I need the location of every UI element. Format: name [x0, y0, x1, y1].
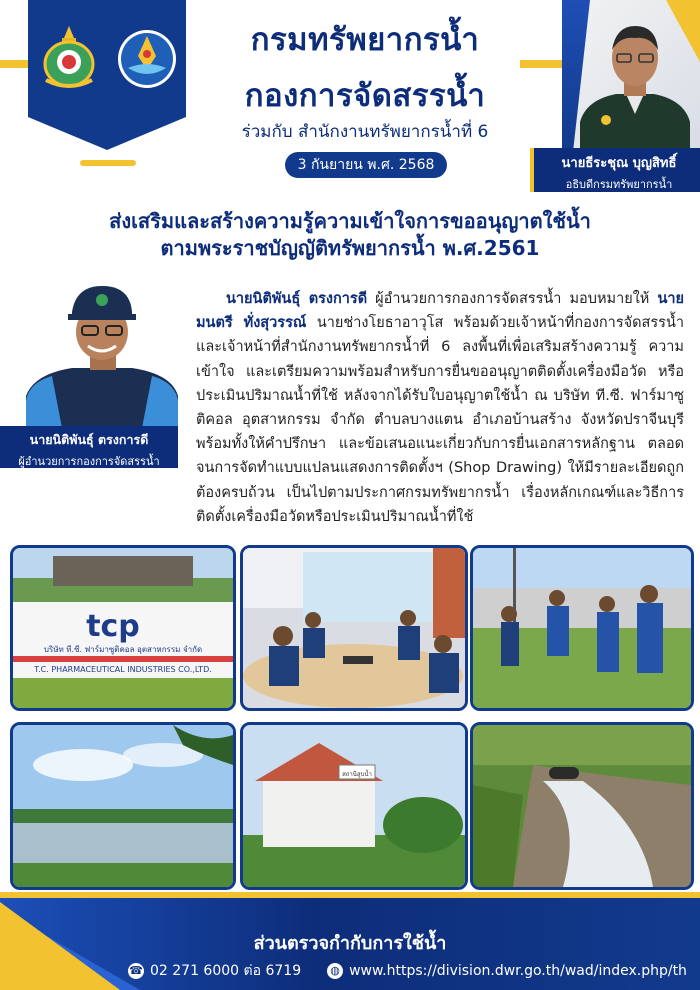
official-title: ผู้อำนวยการกองการจัดสรรน้ำ	[18, 455, 160, 468]
thai-emblem-logo	[38, 24, 100, 94]
globe-icon: ◍	[327, 963, 343, 979]
division-title: กองการจัดสรรน้ำ	[244, 78, 486, 114]
body-text-1: ผู้อำนวยการกองการจัดสรรน้ำ มอบหมายให้	[367, 291, 658, 307]
photo-site-visit-group	[470, 545, 694, 711]
body-bold-name-2: นายมนตรี ทั่งสุวรรณ์	[196, 291, 684, 332]
photo-meeting-room	[240, 545, 468, 711]
footer-phone[interactable]: 02 271 6000 ต่อ 6719	[150, 963, 302, 979]
sign-english-text: T.C. PHARMACEUTICAL INDUSTRIES CO.,LTD.	[34, 665, 212, 674]
director-title: อธิบดีกรมทรัพยากรน้ำ	[565, 178, 673, 191]
footer-title: ส่วนตรวจกำกับการใช้น้ำ	[253, 933, 447, 954]
director-photo	[576, 14, 694, 150]
official-photo	[22, 278, 182, 428]
gold-divider	[80, 160, 136, 166]
phone-icon: ☎	[129, 964, 143, 977]
pump-house-label: สถานีสูบน้ำ	[342, 771, 372, 778]
headline-line-1: ส่งเสริมและสร้างความรู้ความเข้าใจการขออนุญาตใช้น้ำ	[109, 209, 591, 233]
photo-company-sign	[10, 545, 236, 711]
body-text-2: นายช่างโยธาอาวุโส พร้อมด้วยเจ้าหน้าที่กองการจัดสรรน้ำ และเจ้าหน้าที่สำนักงานทรัพยากรน้ำที่ 6 ลงพื้นที่เพื่อเสริมสร้างความรู้ ความเข้าใจ และเตรียมความพร้อมสำหรับการยื่นขออนุญาตติดตั้งเครื่องมือวัด หรือประเมินปริมาณน้ำที่ใช้ หลังจากได้รับใบอนุญาตใช้น้ำ ณ บริษัท ที.ซี. ฟาร์มาซูติคอล อุตสาหกรรม จำกัด ตำบลบางแตน อำเภอบ้านสร้าง จังหวัดปราจีนบุรี พร้อมทั้งให้คำปรึกษา และข้อเสนอแนะเกี่ยวกับการยื่นเอกสารหลักฐาน ตลอดจนการจัดทำแบบแปลนแสดงการติดตั้งฯ (Shop Drawing) ให้มีรายละเอียดถูกต้องครบถ้วน เป็นไปตามประกาศกรมทรัพยากรน้ำ เรื่องหลักเกณฑ์และวิธีการติดตั้งเครื่องมือวัดหรือประเมินปริมาณน้ำที่ใช้	[196, 315, 684, 525]
department-title: กรมทรัพยากรน้ำ	[250, 22, 480, 58]
department-of-water-resources-logo	[116, 24, 178, 94]
photo-reservoir	[10, 722, 236, 890]
director-name: นายธีระชุณ บุญสิทธิ์	[561, 156, 677, 171]
sign-thai-text: บริษัท ที.ซี. ฟาร์มาซูติคอล อุตสาหกรรม จำกัด	[43, 645, 203, 654]
footer-contact	[128, 960, 687, 982]
director-caption	[530, 148, 700, 192]
date-badge: 3 กันยายน พ.ศ. 2568	[285, 152, 447, 178]
headline	[50, 208, 650, 262]
photo-pump-house	[240, 722, 468, 890]
headline-line-2: ตามพระราชบัญญัติทรัพยากรน้ำ พ.ศ.2561	[160, 236, 540, 260]
sign-brand-text: tcp	[86, 609, 140, 644]
official-caption	[0, 426, 178, 468]
body-bold-name-1: นายนิติพันธุ์ ตรงการดี	[226, 291, 368, 307]
cooperation-text: ร่วมกับ สำนักงานทรัพยากรน้ำที่ 6	[241, 122, 489, 142]
footer-website[interactable]: www.https://division.dwr.go.th/wad/index.php/th	[349, 963, 687, 979]
photo-water-outflow	[470, 722, 694, 890]
official-name: นายนิติพันธุ์ ตรงการดี	[29, 432, 149, 447]
body-paragraph	[196, 287, 684, 529]
